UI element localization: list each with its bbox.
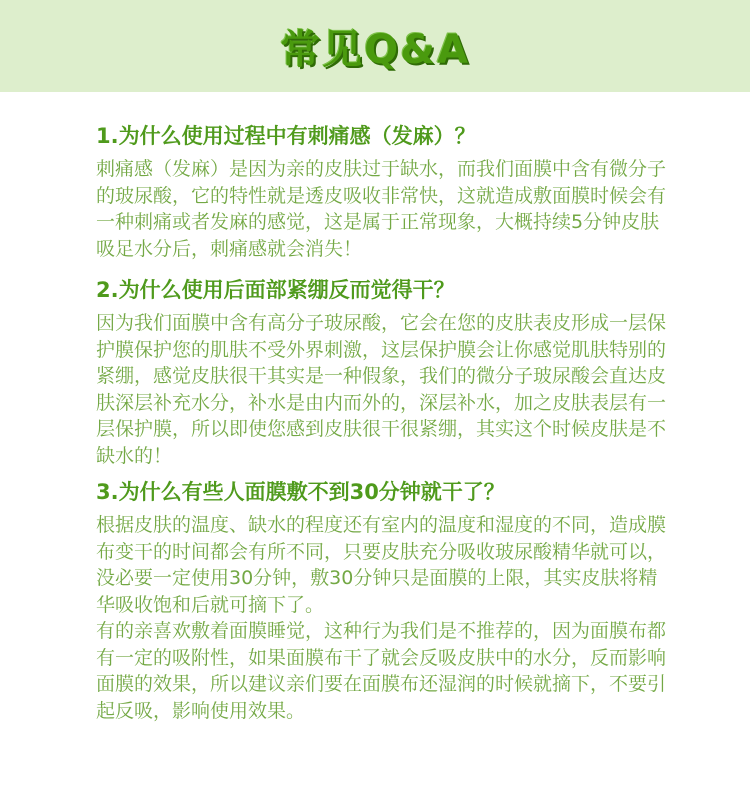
page-title: 常见Q&A (280, 26, 470, 73)
question-2: 2.为什么使用后面部紧绷反而觉得干？ (96, 278, 455, 302)
qa-item-1 (96, 122, 676, 262)
answer-3 (96, 512, 676, 724)
answer-1-paragraph-1: 刺痛感（发麻）是因为亲的皮肤过于缺水，而我们面膜中含有微分子的玻尿酸，它的特性就是透皮吸收非常快，这就造成敷面膜时候会有一种刺痛或者发麻的感觉，这是属于正常现象，大概持续5分钟皮肤吸足水分后，刺痛感就会消失！ (96, 158, 667, 260)
answer-2 (96, 310, 676, 469)
header-banner (0, 0, 750, 92)
answer-3-paragraph-1: 根据皮肤的温度、缺水的程度还有室内的温度和湿度的不同，造成膜布变干的时间都会有所不同，只要皮肤充分吸收玻尿酸精华就可以，没必要一定使用30分钟，敷30分钟只是面膜的上限，其实皮肤将精华吸收饱和后就可摘下了。 (96, 514, 667, 616)
answer-2-paragraph-1: 因为我们面膜中含有高分子玻尿酸，它会在您的皮肤表皮形成一层保护膜保护您的肌肤不受外界刺激，这层保护膜会让你感觉肌肤特别的紧绷，感觉皮肤很干其实是一种假象，我们的微分子玻尿酸会直达皮肤深层补充水分，补水是由内而外的，深层补水，加之皮肤表层有一层保护膜，所以即使您感到皮肤很干很紧绷，其实这个时候皮肤是不缺水的！ (96, 312, 667, 467)
answer-3-paragraph-2: 有的亲喜欢敷着面膜睡觉，这种行为我们是不推荐的，因为面膜布都有一定的吸附性，如果面膜布干了就会反吸皮肤中的水分，反而影响面膜的效果，所以建议亲们要在面膜布还湿润的时候就摘下，不要引起反吸，影响使用效果。 (96, 620, 667, 722)
qa-item-3 (96, 478, 676, 724)
question-1: 1.为什么使用过程中有刺痛感（发麻）？ (96, 124, 476, 148)
answer-1 (96, 156, 676, 262)
qa-item-2 (96, 276, 676, 469)
question-3: 3.为什么有些人面膜敷不到30分钟就干了？ (96, 480, 505, 504)
